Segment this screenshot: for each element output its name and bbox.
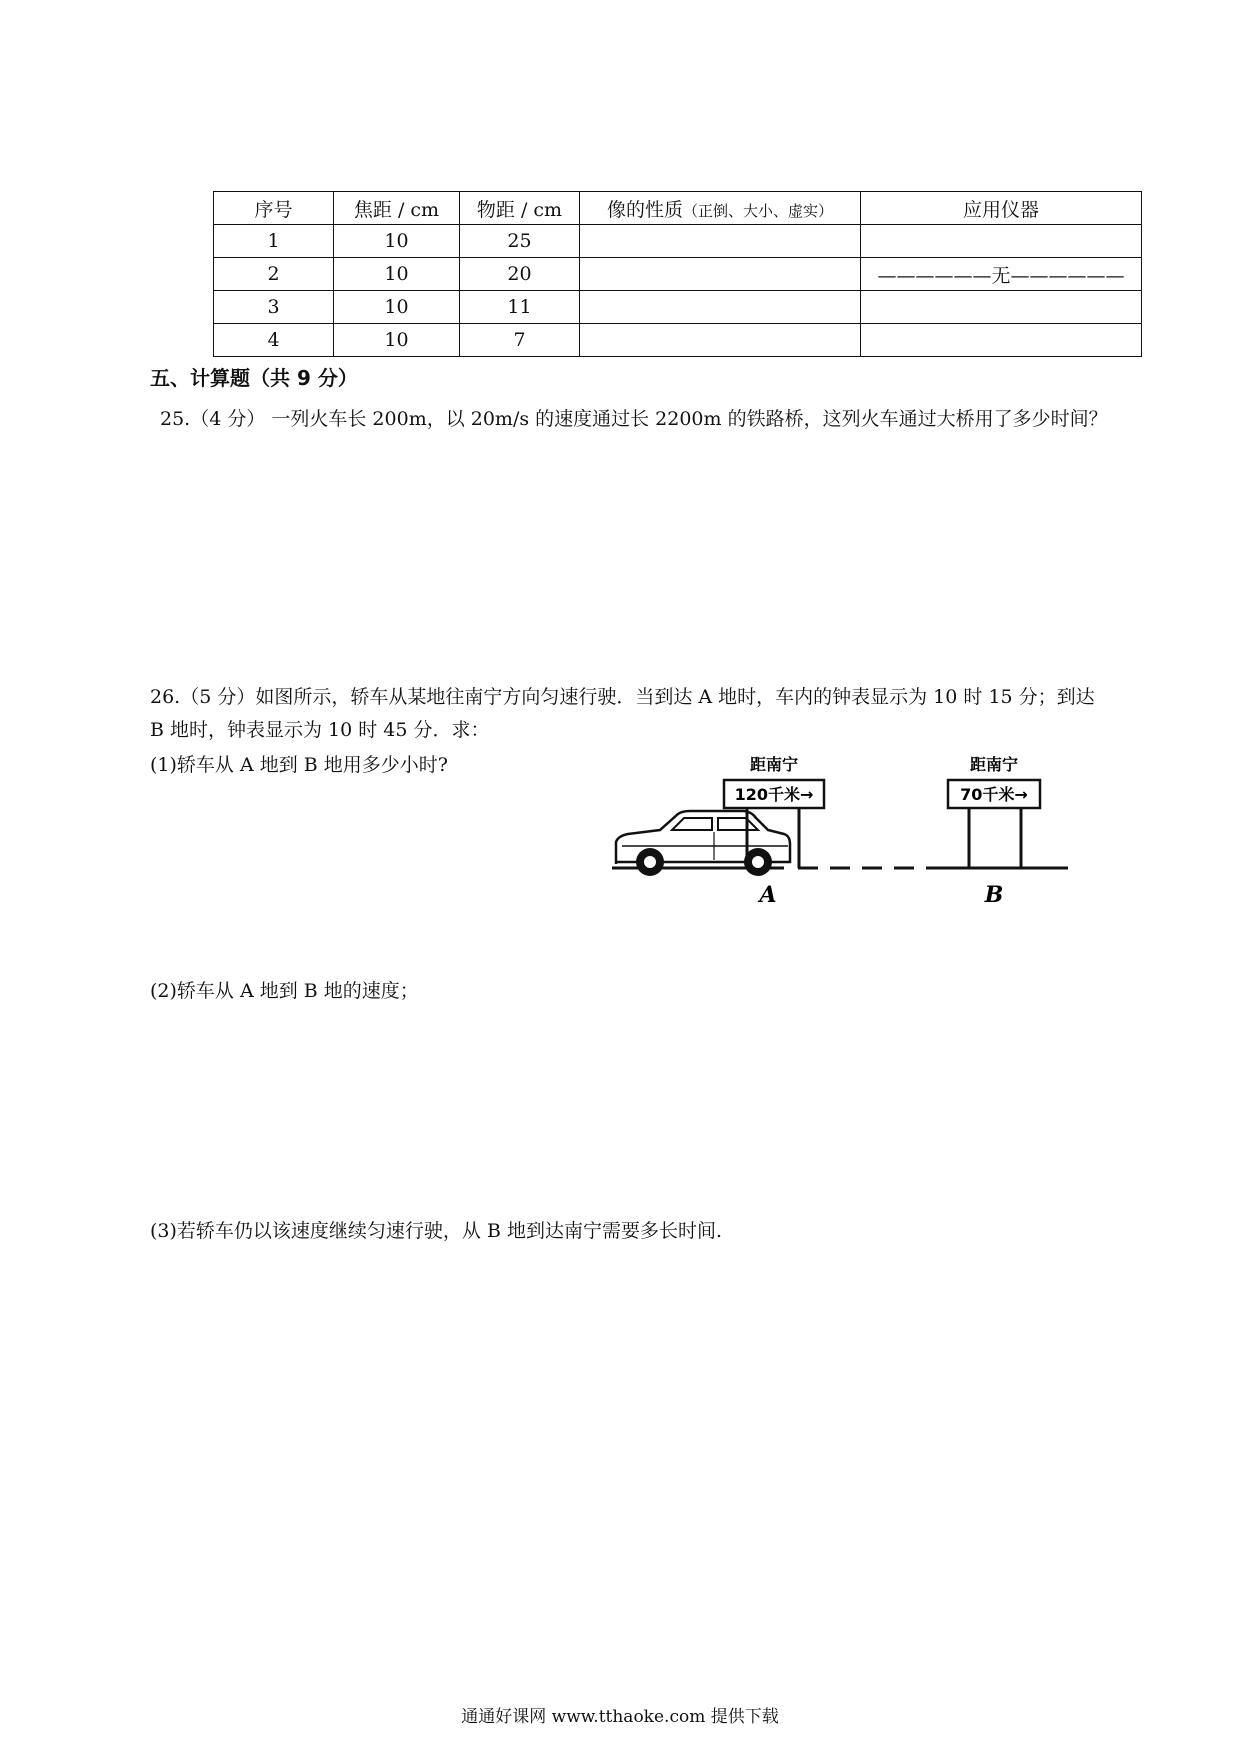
cell-focal: 10 <box>334 324 460 357</box>
table-row <box>214 291 1142 324</box>
cell-index: 4 <box>214 324 334 357</box>
header-image-nature <box>580 192 861 225</box>
lens-experiment-table <box>213 191 1142 357</box>
question-26-part-2: (2)轿车从 A 地到 B 地的速度； <box>150 980 419 1002</box>
cell-focal: 10 <box>334 258 460 291</box>
question-25: 25.（4 分） 一列火车长 200m，以 20m/s 的速度通过长 2200m 的铁路桥，这列火车通过大桥用了多少时间？ <box>160 408 1108 430</box>
question-26-part-1: (1)轿车从 A 地到 B 地用多少小时? <box>150 754 448 776</box>
question-26: 26.（5 分）如图所示，轿车从某地往南宁方向匀速行驶．当到达 A 地时，车内的钟表显示为 10 时 15 分；到达 B 地时，钟表显示为 10 时 45 分．求： <box>150 686 1095 741</box>
header-index: 序号 <box>214 192 334 225</box>
cell-index: 3 <box>214 291 334 324</box>
table-row <box>214 324 1142 357</box>
cell-index: 2 <box>214 258 334 291</box>
point-b-label: B <box>984 882 1004 908</box>
cell-focal: 10 <box>334 225 460 258</box>
cell-object: 20 <box>460 258 580 291</box>
car-icon <box>616 811 790 876</box>
section-title: 五、计算题（共 9 分） <box>150 366 358 390</box>
header-image-nature-main: 像的性质 <box>606 198 683 221</box>
cell-object: 11 <box>460 291 580 324</box>
car-road-figure <box>612 750 1068 910</box>
header-focal-length: 焦距 / cm <box>334 192 460 225</box>
point-a-label: A <box>759 882 777 908</box>
cell-application[interactable] <box>861 324 1142 357</box>
cell-object: 7 <box>460 324 580 357</box>
sign-b-distance: 70千米→ <box>960 785 1028 804</box>
cell-image-nature[interactable] <box>580 258 861 291</box>
cell-application[interactable] <box>861 225 1142 258</box>
cell-image-nature[interactable] <box>580 225 861 258</box>
sign-a-distance: 120千米→ <box>734 785 814 804</box>
cell-index: 1 <box>214 225 334 258</box>
cell-focal: 10 <box>334 291 460 324</box>
sign-a-title: 距南宁 <box>749 755 799 774</box>
cell-image-nature[interactable] <box>580 324 861 357</box>
cell-application[interactable] <box>861 291 1142 324</box>
header-object-distance: 物距 / cm <box>460 192 580 225</box>
sign-b-title: 距南宁 <box>969 755 1019 774</box>
cell-image-nature[interactable] <box>580 291 861 324</box>
sign-b <box>948 755 1040 908</box>
table-header-row <box>214 192 1142 225</box>
footer-text: 通通好课网 www.tthaoke.com 提供下载 <box>461 1707 779 1727</box>
table-row <box>214 225 1142 258</box>
header-image-nature-note: （正倒、大小、虚实） <box>683 201 834 220</box>
header-application: 应用仪器 <box>861 192 1142 225</box>
cell-application: ——————无—————— <box>861 258 1142 291</box>
cell-object: 25 <box>460 225 580 258</box>
table-row <box>214 258 1142 291</box>
question-26-part-3: (3)若轿车仍以该速度继续匀速行驶，从 B 地到达南宁需要多长时间. <box>150 1220 722 1242</box>
